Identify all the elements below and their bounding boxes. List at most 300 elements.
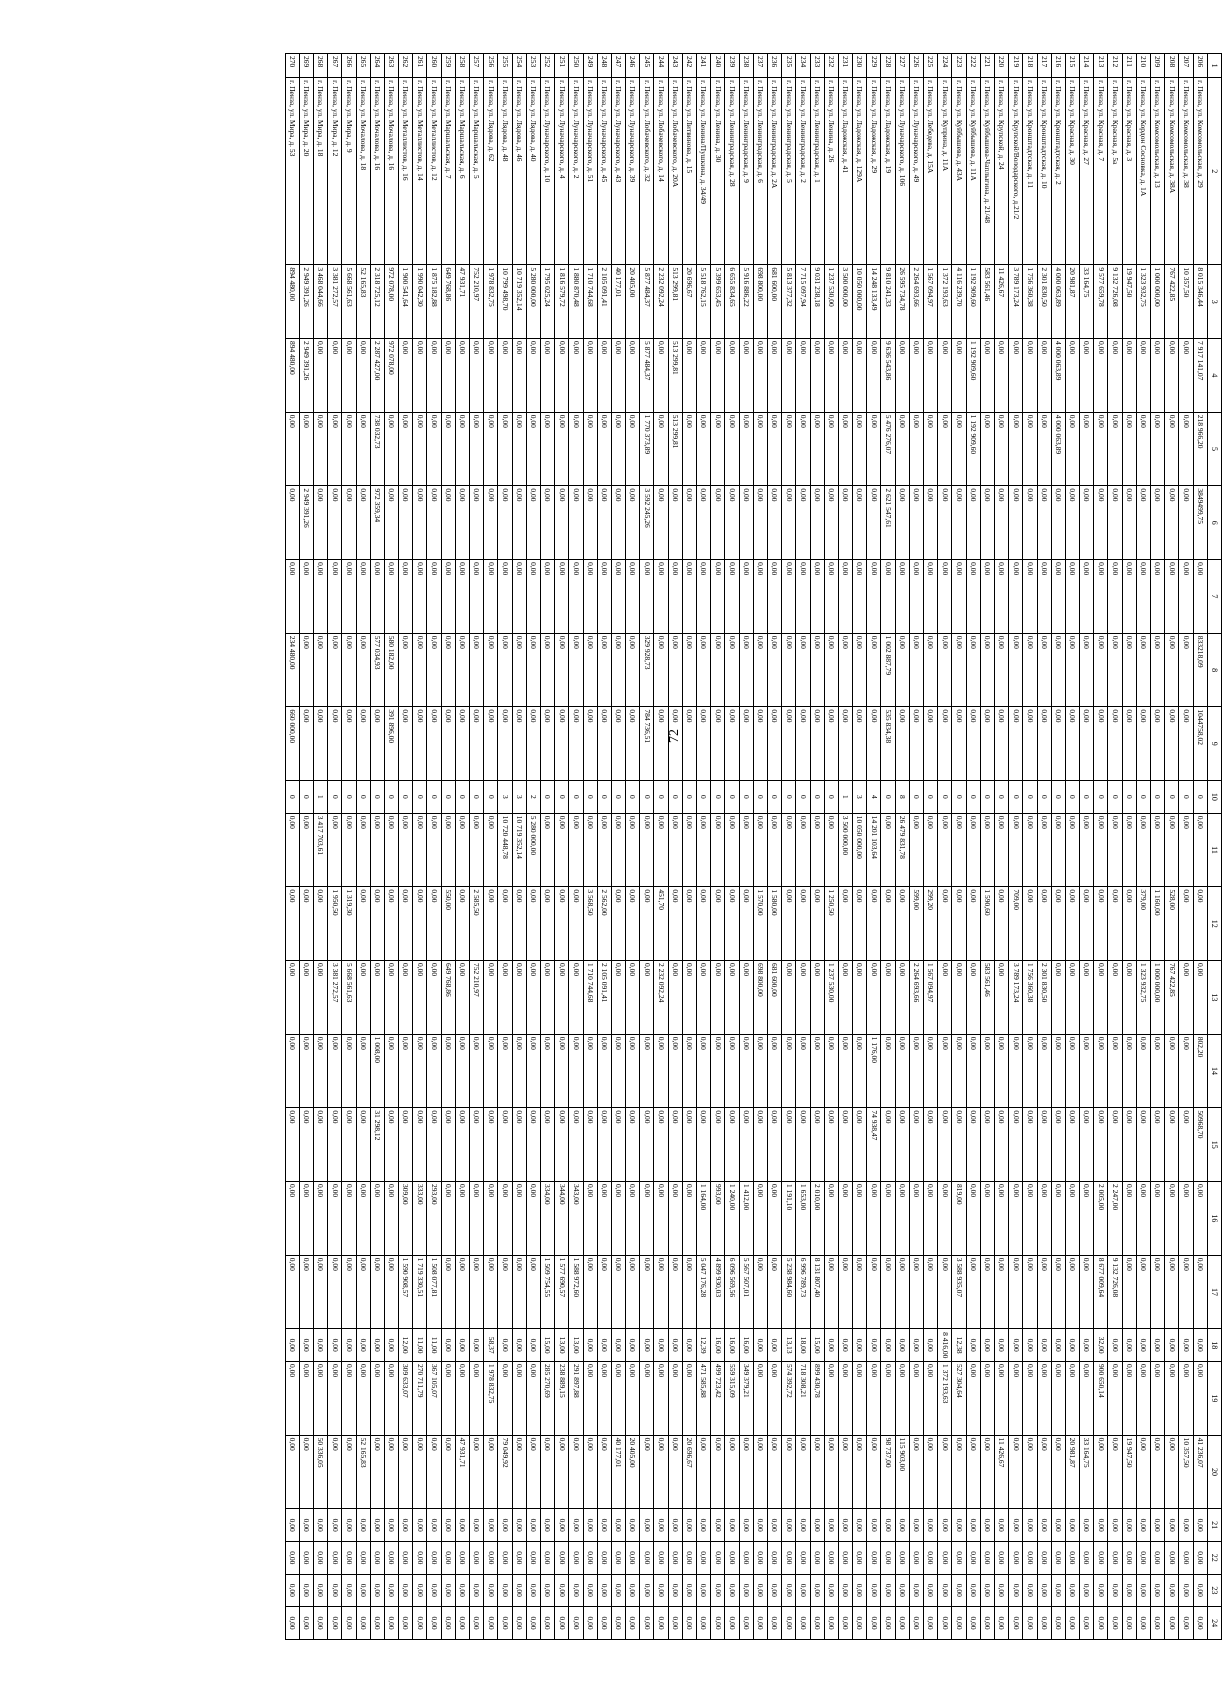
- value-cell: 0,00: [966, 707, 980, 781]
- value-cell: 993,00: [711, 1182, 725, 1256]
- value-cell: 52 165,83: [356, 1435, 370, 1509]
- value-cell: 0,00: [895, 1574, 909, 1607]
- value-cell: 0,00: [810, 813, 824, 887]
- value-cell: 0,00: [952, 813, 966, 887]
- column-header: 18: [1207, 1329, 1221, 1362]
- address-cell: г. Пенза, ул. Лядова, д. 48: [498, 78, 512, 265]
- value-cell: 16,00: [739, 1329, 753, 1362]
- value-cell: 0,00: [853, 1574, 867, 1607]
- value-cell: 0,00: [725, 1108, 739, 1182]
- value-cell: 1044758,02: [1193, 707, 1207, 781]
- value-cell: 0,00: [455, 1108, 469, 1182]
- value-cell: 0,00: [541, 887, 555, 961]
- value-cell: 0,00: [555, 707, 569, 781]
- value-cell: 3 500 000,00: [838, 813, 852, 887]
- value-cell: 0,00: [328, 633, 342, 707]
- table-row: [739, 54, 753, 1640]
- value-cell: 0,00: [1108, 560, 1122, 634]
- value-cell: 0,00: [1065, 961, 1079, 1035]
- value-cell: 559 315,09: [725, 1362, 739, 1436]
- value-cell: 0,00: [924, 1435, 938, 1509]
- value-cell: 0,00: [555, 1574, 569, 1607]
- value-cell: 0,00: [810, 633, 824, 707]
- address-cell: г. Пенза, ул. Кронштадтская, д. 2: [1051, 78, 1065, 265]
- value-cell: 0,00: [1108, 412, 1122, 486]
- value-cell: 894 480,00: [285, 339, 299, 413]
- value-cell: 0,00: [824, 339, 838, 413]
- address-cell: г. Пенза, ул. Маршальская, д. 7: [441, 78, 455, 265]
- value-cell: 0,00: [980, 1435, 994, 1509]
- value-cell: 0,00: [370, 1607, 384, 1640]
- value-cell: 0,00: [895, 412, 909, 486]
- value-cell: 0,00: [413, 813, 427, 887]
- value-cell: 3 789 173,24: [1009, 265, 1023, 339]
- value-cell: 0,00: [399, 707, 413, 781]
- value-cell: 0,00: [1009, 1509, 1023, 1542]
- row-index-cell: 258: [455, 54, 469, 78]
- value-cell: 0,00: [711, 1435, 725, 1509]
- value-cell: 0,00: [1037, 1255, 1051, 1329]
- value-cell: 1 875 182,88: [427, 265, 441, 339]
- value-cell: 0,00: [285, 961, 299, 1035]
- value-cell: 0,00: [768, 560, 782, 634]
- value-cell: 0,00: [966, 1255, 980, 1329]
- value-cell: 3 381 272,57: [328, 265, 342, 339]
- value-cell: 0,00: [470, 1255, 484, 1329]
- value-cell: 4 000 063,89: [1051, 265, 1065, 339]
- value-cell: 0,00: [342, 1108, 356, 1182]
- value-cell: 0,00: [980, 1509, 994, 1542]
- value-cell: 0,00: [328, 1574, 342, 1607]
- value-cell: 0,00: [1065, 633, 1079, 707]
- value-cell: 0,00: [838, 1034, 852, 1108]
- value-cell: 0,00: [583, 1574, 597, 1607]
- value-cell: 0,00: [796, 813, 810, 887]
- value-cell: 0,00: [796, 633, 810, 707]
- value-cell: 0,00: [384, 887, 398, 961]
- address-cell: г. Пенза, ул. Ленинградская, д. 5: [782, 78, 796, 265]
- value-cell: 0,00: [697, 887, 711, 961]
- value-cell: 0,00: [782, 1435, 796, 1509]
- value-cell: 12,39: [697, 1329, 711, 1362]
- value-cell: 0,00: [597, 339, 611, 413]
- table-row: [1094, 54, 1108, 1640]
- value-cell: 0,00: [626, 1329, 640, 1362]
- value-cell: 0: [924, 781, 938, 814]
- value-cell: 1 816 579,72: [555, 265, 569, 339]
- value-cell: 0,00: [824, 1329, 838, 1362]
- address-cell: г. Пенза, ул. Крупской, д. 24: [995, 78, 1009, 265]
- value-cell: 0,00: [654, 339, 668, 413]
- value-cell: 0,00: [413, 1574, 427, 1607]
- value-cell: 0,00: [768, 339, 782, 413]
- value-cell: 3 417 703,61: [314, 813, 328, 887]
- value-cell: 0,00: [1165, 486, 1179, 560]
- value-cell: 0,00: [328, 1607, 342, 1640]
- value-cell: 0,00: [484, 1435, 498, 1509]
- value-cell: 0,00: [342, 1541, 356, 1574]
- value-cell: 0,00: [328, 1541, 342, 1574]
- value-cell: 0,00: [555, 813, 569, 887]
- value-cell: 0,00: [342, 486, 356, 560]
- value-cell: 0,00: [1037, 1574, 1051, 1607]
- value-cell: 0,00: [1065, 560, 1079, 634]
- value-cell: 0,00: [384, 813, 398, 887]
- value-cell: 270 711,79: [413, 1362, 427, 1436]
- table-row: [682, 54, 696, 1640]
- value-cell: 0,00: [711, 1034, 725, 1108]
- value-cell: 0,00: [895, 1541, 909, 1574]
- value-cell: 0,00: [356, 560, 370, 634]
- value-cell: 0,00: [583, 412, 597, 486]
- value-cell: 0,00: [1193, 1607, 1207, 1640]
- value-cell: 0,00: [640, 1509, 654, 1542]
- value-cell: 0,00: [370, 961, 384, 1035]
- value-cell: 0,00: [938, 1541, 952, 1574]
- value-cell: 0,00: [952, 1509, 966, 1542]
- value-cell: 0,00: [1009, 1607, 1023, 1640]
- value-cell: 0,00: [1136, 813, 1150, 887]
- value-cell: 0,00: [966, 1607, 980, 1640]
- value-cell: 0: [1108, 781, 1122, 814]
- table-row: [1151, 54, 1165, 1640]
- value-cell: 344,00: [555, 1182, 569, 1256]
- value-cell: 0,00: [853, 1034, 867, 1108]
- value-cell: 0,00: [441, 1182, 455, 1256]
- value-cell: 0,00: [1122, 1329, 1136, 1362]
- value-cell: 0,00: [654, 813, 668, 887]
- value-cell: 0,00: [484, 1607, 498, 1640]
- value-cell: 0,00: [1065, 1509, 1079, 1542]
- value-cell: 0,00: [640, 1255, 654, 1329]
- value-cell: 0,00: [640, 1108, 654, 1182]
- value-cell: 0,00: [768, 1541, 782, 1574]
- table-row: [810, 54, 824, 1640]
- value-cell: 0,00: [980, 1182, 994, 1256]
- value-cell: 0,00: [895, 887, 909, 961]
- value-cell: 1 756 360,38: [1023, 961, 1037, 1035]
- row-index-cell: 264: [370, 54, 384, 78]
- value-cell: 1 191,10: [782, 1182, 796, 1256]
- value-cell: 0,00: [1051, 1255, 1065, 1329]
- value-cell: 0,00: [753, 1329, 767, 1362]
- value-cell: 0,00: [1193, 1182, 1207, 1256]
- value-cell: 0,00: [1037, 1435, 1051, 1509]
- value-cell: 0,00: [1193, 1362, 1207, 1436]
- value-cell: 343,00: [569, 1182, 583, 1256]
- value-cell: 0,00: [370, 560, 384, 634]
- value-cell: 0,00: [626, 633, 640, 707]
- value-cell: 0,00: [682, 1255, 696, 1329]
- value-cell: 0,00: [753, 633, 767, 707]
- address-cell: г. Пенза, ул. Лобачевского, д. 14: [654, 78, 668, 265]
- value-cell: 0,00: [1037, 887, 1051, 961]
- row-index-cell: 244: [654, 54, 668, 78]
- value-cell: 0,00: [1037, 1541, 1051, 1574]
- value-cell: 0,00: [555, 961, 569, 1035]
- address-cell: г. Пенза, ул. Комсомольская, д. 29: [1193, 78, 1207, 265]
- value-cell: 0,00: [1193, 961, 1207, 1035]
- value-cell: 0,00: [1122, 412, 1136, 486]
- value-cell: 0,00: [1065, 1182, 1079, 1256]
- table-row: [399, 54, 413, 1640]
- value-cell: 0,00: [1037, 1329, 1051, 1362]
- column-header: 23: [1207, 1574, 1221, 1607]
- value-cell: 0,00: [1080, 1255, 1094, 1329]
- value-cell: 0,00: [541, 961, 555, 1035]
- value-cell: 0,00: [626, 560, 640, 634]
- value-cell: 0,00: [413, 560, 427, 634]
- column-header: 8: [1207, 633, 1221, 707]
- row-index-cell: 237: [753, 54, 767, 78]
- value-cell: 1 000 000,00: [1151, 265, 1165, 339]
- value-cell: 0,00: [725, 339, 739, 413]
- value-cell: 0,00: [1037, 486, 1051, 560]
- value-cell: 0,00: [611, 633, 625, 707]
- value-cell: 0,00: [739, 961, 753, 1035]
- value-cell: 3 381 272,57: [328, 961, 342, 1035]
- value-cell: 0,00: [682, 813, 696, 887]
- value-cell: 0,00: [597, 1362, 611, 1436]
- value-cell: 0,00: [1179, 1255, 1193, 1329]
- value-cell: 0,00: [952, 633, 966, 707]
- value-cell: 0,00: [753, 1255, 767, 1329]
- value-cell: 0,00: [782, 813, 796, 887]
- value-cell: 0,00: [796, 1034, 810, 1108]
- value-cell: 0,00: [1136, 1509, 1150, 1542]
- value-cell: 0,00: [867, 1541, 881, 1574]
- value-cell: 0,00: [285, 1435, 299, 1509]
- value-cell: 0: [1065, 781, 1079, 814]
- value-cell: 0: [541, 781, 555, 814]
- value-cell: 0,00: [484, 486, 498, 560]
- value-cell: 0,00: [512, 633, 526, 707]
- value-cell: 0,00: [668, 1607, 682, 1640]
- value-cell: 0,00: [356, 1362, 370, 1436]
- value-cell: 0,00: [1009, 1435, 1023, 1509]
- value-cell: 0,00: [668, 707, 682, 781]
- value-cell: 0,00: [1108, 707, 1122, 781]
- value-cell: 0,00: [455, 1574, 469, 1607]
- value-cell: 0,00: [1080, 339, 1094, 413]
- value-cell: 0,00: [1179, 1607, 1193, 1640]
- value-cell: 499 723,42: [711, 1362, 725, 1436]
- value-cell: 0,00: [768, 633, 782, 707]
- column-header: 12: [1207, 887, 1221, 961]
- column-header: 7: [1207, 560, 1221, 634]
- value-cell: 0,00: [654, 560, 668, 634]
- value-cell: 0,00: [299, 560, 313, 634]
- value-cell: 0,00: [1179, 1362, 1193, 1436]
- value-cell: 0,00: [725, 560, 739, 634]
- value-cell: 0,00: [952, 1574, 966, 1607]
- value-cell: 681 600,00: [768, 265, 782, 339]
- value-cell: 40 177,01: [611, 265, 625, 339]
- value-cell: 0,00: [1009, 339, 1023, 413]
- table-row: [541, 54, 555, 1640]
- value-cell: 0,00: [1094, 560, 1108, 634]
- value-cell: 0,00: [470, 339, 484, 413]
- value-cell: 0,00: [526, 560, 540, 634]
- table-row: [512, 54, 526, 1640]
- value-cell: 9 577 659,78: [1094, 265, 1108, 339]
- value-cell: 0,00: [938, 486, 952, 560]
- value-cell: 0,00: [441, 486, 455, 560]
- value-cell: 0,00: [924, 1574, 938, 1607]
- value-cell: 0,00: [697, 339, 711, 413]
- value-cell: 0,00: [399, 813, 413, 887]
- value-cell: 709,00: [1009, 887, 1023, 961]
- value-cell: 0,00: [895, 1362, 909, 1436]
- value-cell: 0,00: [342, 412, 356, 486]
- value-cell: 0,00: [526, 1509, 540, 1542]
- value-cell: 0,00: [1065, 1607, 1079, 1640]
- value-cell: 0,00: [895, 339, 909, 413]
- value-cell: 0,00: [498, 707, 512, 781]
- value-cell: 0,00: [314, 1034, 328, 1108]
- value-cell: 0,00: [725, 412, 739, 486]
- value-cell: 0,00: [1193, 813, 1207, 887]
- value-cell: 0,00: [924, 633, 938, 707]
- value-cell: 0,00: [314, 486, 328, 560]
- value-cell: 0,00: [583, 1541, 597, 1574]
- value-cell: 10 799 498,70: [498, 265, 512, 339]
- value-cell: 0: [966, 781, 980, 814]
- value-cell: 0,00: [782, 1607, 796, 1640]
- value-cell: 0,00: [739, 1435, 753, 1509]
- column-header: 1: [1207, 54, 1221, 78]
- value-cell: 0,00: [512, 1182, 526, 1256]
- value-cell: 5 238 984,60: [782, 1255, 796, 1329]
- value-cell: 0,00: [753, 412, 767, 486]
- value-cell: 0,00: [1165, 1435, 1179, 1509]
- value-cell: 0,00: [370, 1255, 384, 1329]
- value-cell: 0,00: [753, 560, 767, 634]
- value-cell: 0,00: [498, 1574, 512, 1607]
- value-cell: 0,00: [739, 1607, 753, 1640]
- value-cell: 0,00: [370, 707, 384, 781]
- value-cell: 0,00: [1037, 412, 1051, 486]
- value-cell: 0,00: [654, 707, 668, 781]
- value-cell: 0,00: [285, 813, 299, 887]
- value-cell: 0,00: [299, 1607, 313, 1640]
- value-cell: 0,00: [384, 961, 398, 1035]
- value-cell: 41 236,07: [1193, 1435, 1207, 1509]
- value-cell: 0,00: [541, 1108, 555, 1182]
- column-header: 6: [1207, 486, 1221, 560]
- value-cell: 0,00: [569, 339, 583, 413]
- value-cell: 0: [952, 781, 966, 814]
- row-index-cell: 223: [952, 54, 966, 78]
- address-cell: г. Пенза, ул. Ленинградская, д. 2: [796, 78, 810, 265]
- table-row: [909, 54, 923, 1640]
- value-cell: 0,00: [1151, 412, 1165, 486]
- value-cell: 0,00: [867, 1329, 881, 1362]
- value-cell: 0,00: [682, 1108, 696, 1182]
- value-cell: 0,00: [924, 560, 938, 634]
- value-cell: 0,00: [796, 339, 810, 413]
- value-cell: 0,00: [356, 1108, 370, 1182]
- value-cell: 0,00: [725, 1574, 739, 1607]
- value-cell: 0,00: [583, 1034, 597, 1108]
- value-cell: 0,00: [384, 1362, 398, 1436]
- value-cell: 0,00: [1080, 633, 1094, 707]
- value-cell: 0,00: [441, 1607, 455, 1640]
- value-cell: 0,00: [597, 813, 611, 887]
- value-cell: 0,00: [1108, 633, 1122, 707]
- value-cell: 0,00: [853, 412, 867, 486]
- value-cell: 0,00: [753, 1182, 767, 1256]
- value-cell: 0,00: [838, 1435, 852, 1509]
- value-cell: 0,00: [399, 560, 413, 634]
- value-cell: 0: [1094, 781, 1108, 814]
- value-cell: 752 210,97: [470, 961, 484, 1035]
- value-cell: 0,00: [980, 412, 994, 486]
- row-index-cell: 228: [881, 54, 895, 78]
- value-cell: 0,00: [1065, 1574, 1079, 1607]
- value-cell: 0,00: [427, 707, 441, 781]
- value-cell: 0,00: [1179, 961, 1193, 1035]
- row-index-cell: 225: [924, 54, 938, 78]
- value-cell: 0,00: [455, 887, 469, 961]
- address-cell: г. Пенза, ул. Куприна, д. 11А: [938, 78, 952, 265]
- value-cell: 0,00: [342, 1255, 356, 1329]
- value-cell: 1 577 690,57: [555, 1255, 569, 1329]
- address-cell: г. Пенза, ул. Куйбышева-Чаплыгина, д. 21/48: [980, 78, 994, 265]
- value-cell: 0: [1037, 781, 1051, 814]
- address-cell: г. Пенза, ул. Маршальская, д. 5: [470, 78, 484, 265]
- table-row: [995, 54, 1009, 1640]
- value-cell: 0,00: [512, 1509, 526, 1542]
- table-row: [1108, 54, 1122, 1640]
- value-cell: 0,00: [753, 1362, 767, 1436]
- value-cell: 0,00: [1065, 486, 1079, 560]
- value-cell: 0,00: [1051, 486, 1065, 560]
- value-cell: 0,00: [1037, 339, 1051, 413]
- table-row: [569, 54, 583, 1640]
- value-cell: 0,00: [384, 560, 398, 634]
- value-cell: 0,00: [1136, 633, 1150, 707]
- value-cell: 0,00: [328, 486, 342, 560]
- value-cell: 0,00: [1122, 813, 1136, 887]
- value-cell: 0,00: [867, 961, 881, 1035]
- value-cell: 8 015 346,44: [1193, 265, 1207, 339]
- value-cell: 0,00: [583, 1435, 597, 1509]
- value-cell: 218 966,20: [1193, 412, 1207, 486]
- value-cell: 0,00: [399, 1541, 413, 1574]
- value-cell: 819,00: [952, 1182, 966, 1256]
- value-cell: 0,00: [668, 813, 682, 887]
- value-cell: 0,00: [1065, 339, 1079, 413]
- value-cell: 5 047 176,28: [697, 1255, 711, 1329]
- value-cell: 0,00: [299, 887, 313, 961]
- address-cell: г. Пенза, ул. Комсомольская, д. 13: [1151, 78, 1165, 265]
- value-cell: 0,00: [725, 486, 739, 560]
- value-cell: 0,00: [299, 961, 313, 1035]
- value-cell: 0,00: [739, 1034, 753, 1108]
- address-cell: г. Пенза, ул. Лобачевского, д. 20А: [668, 78, 682, 265]
- value-cell: 0,00: [356, 887, 370, 961]
- value-cell: 2 318 725,12: [370, 265, 384, 339]
- value-cell: 0,00: [1080, 1509, 1094, 1542]
- value-cell: 0: [682, 781, 696, 814]
- value-cell: 0,00: [1009, 1541, 1023, 1574]
- value-cell: 0,00: [356, 1574, 370, 1607]
- value-cell: 0,00: [1136, 339, 1150, 413]
- value-cell: 0,00: [1151, 1034, 1165, 1108]
- value-cell: 0,00: [597, 1034, 611, 1108]
- value-cell: 0,00: [597, 707, 611, 781]
